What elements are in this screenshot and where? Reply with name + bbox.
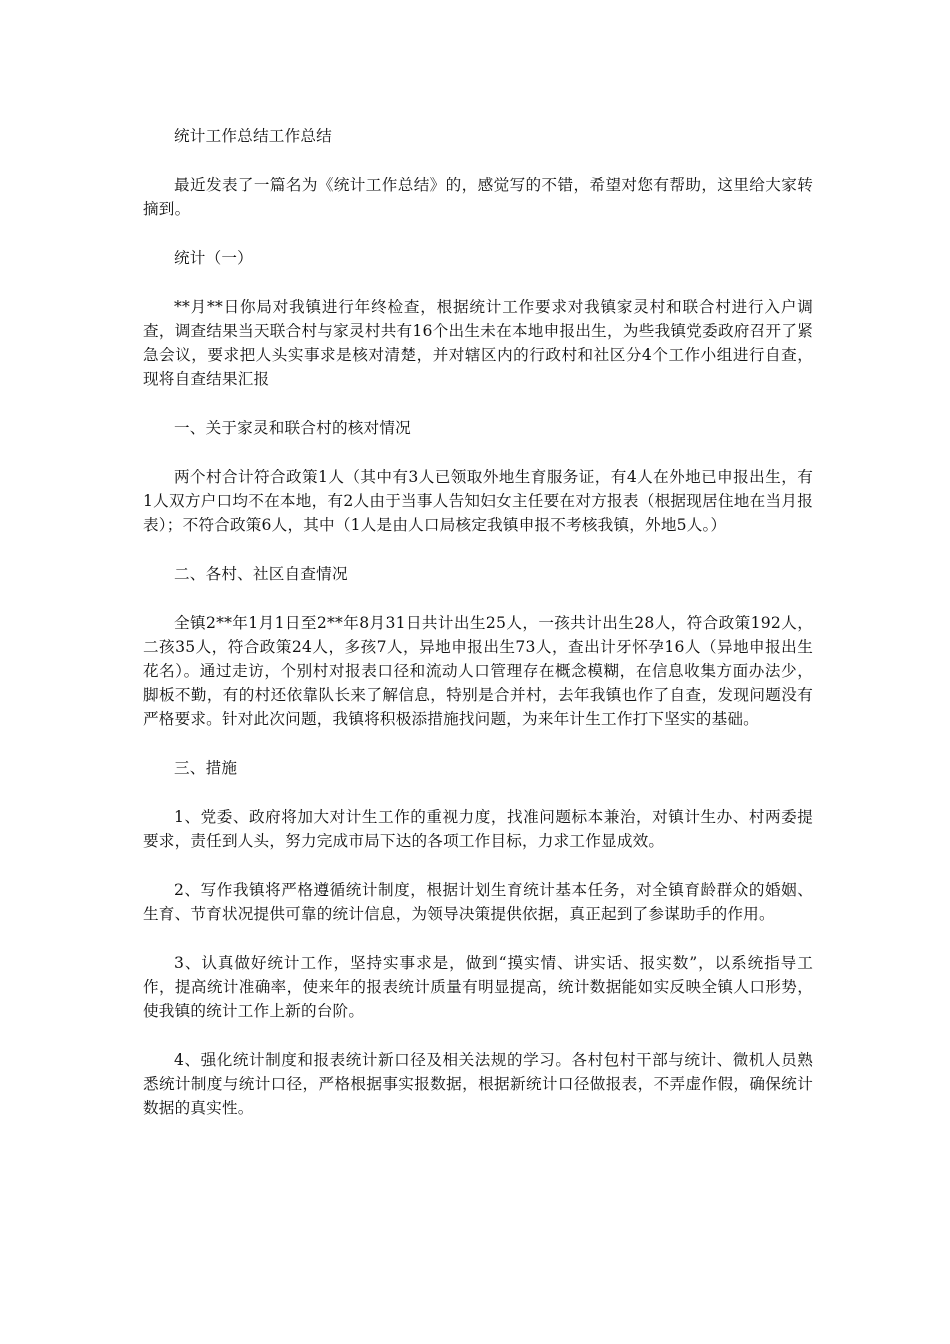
- measure-1: 1、党委、政府将加大对计生工作的重视力度，找准问题标本兼治，对镇计生办、村两委提要求，责任到人头，努力完成市局下达的各项工作目标，力求工作显成效。: [143, 808, 813, 850]
- heading-3: 三、措施: [174, 759, 238, 777]
- measure-3: 3、认真做好统计工作，坚持实事求是，做到“摸实情、讲实话、报实数”，以系统指导工作，提高统计准确率，使来年的报表统计质量有明显提高，统计数据能如实反映全镇人口形势，使我镇的统计工作上新的台阶。: [143, 954, 813, 1020]
- paragraph-2: 全镇2**年1月1日至2**年8月31日共计出生25人，一孩共计出生28人，符合政策192人，二孩35人，符合政策24人，多孩7人，异地申报出生73人，查出计牙怀孕16人（异地申报出生花名）。通过走访，个别村对报表口径和流动人口管理存在概念模糊，在信息收集方面办法少，脚板不勤，有的村还依靠队长来了解信息，特别是合并村，去年我镇也作了自查，发现问题没有严格要求。针对此次问题，我镇将积极添措施找问题，为来年计生工作打下坚实的基础。: [143, 614, 813, 728]
- paragraph-1: 两个村合计符合政策1人（其中有3人已领取外地生育服务证，有4人在外地已申报出生，有1人双方户口均不在本地，有2人由于当事人告知妇女主任要在对方报表（根据现居住地在当月报表）；不符合政策6人，其中（1人是由人口局核定我镇申报不考核我镇，外地5人。）: [143, 468, 813, 534]
- document-page: [143, 124, 813, 1145]
- opening-paragraph: **月**日你局对我镇进行年终检查，根据统计工作要求对我镇家灵村和联合村进行入户调查，调查结果当天联合村与家灵村共有16个出生未在本地申报出生，为些我镇党委政府召开了紧急会议，要求把人头实事求是核对清楚，并对辖区内的行政村和社区分4个工作小组进行自查，现将自查结果汇报: [143, 298, 813, 388]
- heading-1: 一、关于家灵和联合村的核对情况: [174, 419, 411, 437]
- heading-2: 二、各村、社区自查情况: [174, 565, 348, 583]
- section-label: 统计（一）: [174, 249, 253, 267]
- measure-2: 2、写作我镇将严格遵循统计制度，根据计划生育统计基本任务，对全镇育龄群众的婚姻、生育、节育状况提供可靠的统计信息，为领导决策提供依据，真正起到了参谋助手的作用。: [143, 881, 813, 923]
- document-title: 统计工作总结工作总结: [174, 127, 332, 145]
- intro-paragraph: 最近发表了一篇名为《统计工作总结》的，感觉写的不错，希望对您有帮助，这里给大家转摘到。: [143, 176, 813, 218]
- measure-4: 4、强化统计制度和报表统计新口径及相关法规的学习。各村包村干部与统计、微机人员熟悉统计制度与统计口径，严格根据事实报数据，根据新统计口径做报表，不弄虚作假，确保统计数据的真实性。: [143, 1051, 813, 1117]
